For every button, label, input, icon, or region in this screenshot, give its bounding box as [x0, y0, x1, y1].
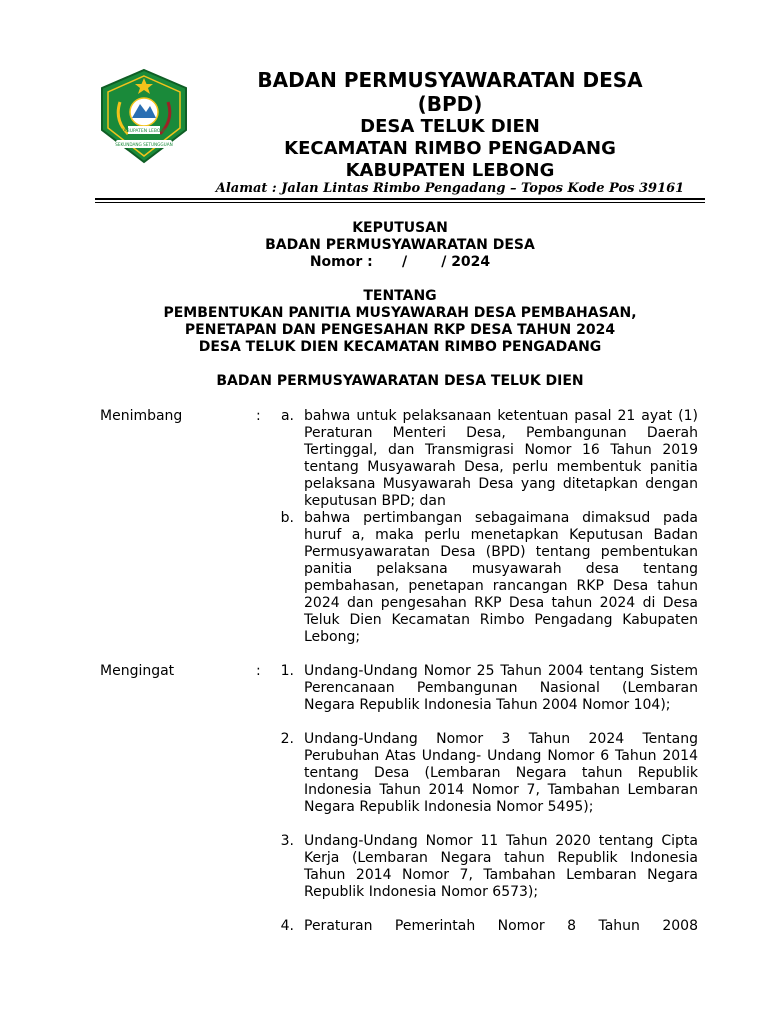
mengingat-colon: :: [256, 663, 261, 679]
kabupaten-lebong-emblem: [98, 68, 190, 164]
body-heading: BADAN PERMUSYAWARATAN DESA TELUK DIEN: [216, 373, 584, 389]
decree-number: Nomor : / / 2024: [309, 254, 491, 270]
menimbang-label: Menimbang: [100, 408, 183, 424]
letterhead-institution: [200, 68, 700, 116]
subject-line1: PEMBENTUKAN PANITIA MUSYAWARAH DESA PEMBAHASAN,: [163, 305, 637, 321]
menimbang-marker-b: b.: [280, 510, 294, 526]
subject-label: TENTANG: [363, 288, 437, 304]
letterhead-line4: KECAMATAN RIMBO PENGADANG: [284, 138, 616, 159]
letterhead-line1: BADAN PERMUSYAWARATAN DESA: [257, 68, 643, 92]
letterhead-address: Alamat : Jalan Lintas Rimbo Pengadang – Topos Kode Pos 39161: [215, 181, 685, 196]
mengingat-item-2: Undang-Undang Nomor 3 Tahun 2024 Tentang Perubuhan Atas Undang- Undang Nomor 6 Tahun 2014 tentang Desa (Lembaran Negara tahun Republik Indonesia Tahun 2014 Nomor 7, Tambahan Lembaran Negara Republik Indonesia Nomor 5495);: [304, 731, 698, 815]
mengingat-marker-1: 1.: [280, 663, 294, 679]
decree-header: [95, 220, 705, 271]
decree-subject: [95, 288, 705, 356]
letterhead-region: [200, 116, 700, 182]
letterhead-line3: DESA TELUK DIEN: [360, 116, 540, 137]
decree-issuer: BADAN PERMUSYAWARATAN DESA: [265, 237, 535, 253]
subject-line2: PENETAPAN DAN PENGESAHAN RKP DESA TAHUN 2024: [184, 322, 616, 338]
mengingat-marker-2: 2.: [280, 731, 294, 747]
menimbang-item-b: bahwa pertimbangan sebagaimana dimaksud pada huruf a, maka perlu menetapkan Keputusan Badan Permusyawaratan Desa (BPD) tentang pembentukan panitia pelaksana musyawarah desa tentang pembahasan, penetapan rancangan RKP Desa tahun 2024 dan pengesahan RKP Desa tahun 2024 di Desa Teluk Dien Kecamatan Rimbo Pengadang Kabupaten Lebong;: [304, 510, 698, 645]
mengingat-marker-4: 4.: [280, 918, 294, 934]
logo-text-top: KABUPATEN LEBONG: [120, 129, 168, 134]
menimbang-item-a: bahwa untuk pelaksanaan ketentuan pasal 21 ayat (1) Peraturan Menteri Desa, Pembangunan Daerah Tertinggal, dan Transmigrasi Nomor 16 Tahun 2019 tentang Musyawarah Desa, perlu membentuk panitia pelaksana Musyawarah Desa yang ditetapkan dengan keputusan BPD; dan: [304, 408, 698, 509]
mengingat-label: Mengingat: [100, 663, 175, 679]
mengingat-item-3: Undang-Undang Nomor 11 Tahun 2020 tentang Cipta Kerja (Lembaran Negara tahun Republik Indonesia Tahun 2014 Nomor 7, Tambahan Lembaran Negara Republik Indonesia Nomor 6573);: [304, 833, 698, 900]
letterhead-line2: (BPD): [417, 92, 483, 116]
decree-title: KEPUTUSAN: [352, 220, 448, 236]
mengingat-marker-3: 3.: [280, 833, 294, 849]
letterhead-line5: KABUPATEN LEBONG: [345, 160, 555, 181]
mengingat-item-1: Undang-Undang Nomor 25 Tahun 2004 tentang Sistem Perencanaan Pembangunan Nasional (Lembaran Negara Republik Indonesia Tahun 2004 Nomor 104);: [304, 663, 698, 713]
menimbang-marker-a: a.: [280, 408, 294, 424]
menimbang-colon: :: [256, 408, 261, 424]
mengingat-item-4: Peraturan Pemerintah Nomor 8 Tahun 2008: [304, 918, 698, 934]
letterhead-divider-thin: [95, 202, 705, 203]
logo-text-bottom: SEKUNDANG SETUNGGUAN: [115, 142, 173, 147]
letterhead-divider-thick: [95, 198, 705, 200]
subject-line3: DESA TELUK DIEN KECAMATAN RIMBO PENGADANG: [198, 339, 602, 355]
